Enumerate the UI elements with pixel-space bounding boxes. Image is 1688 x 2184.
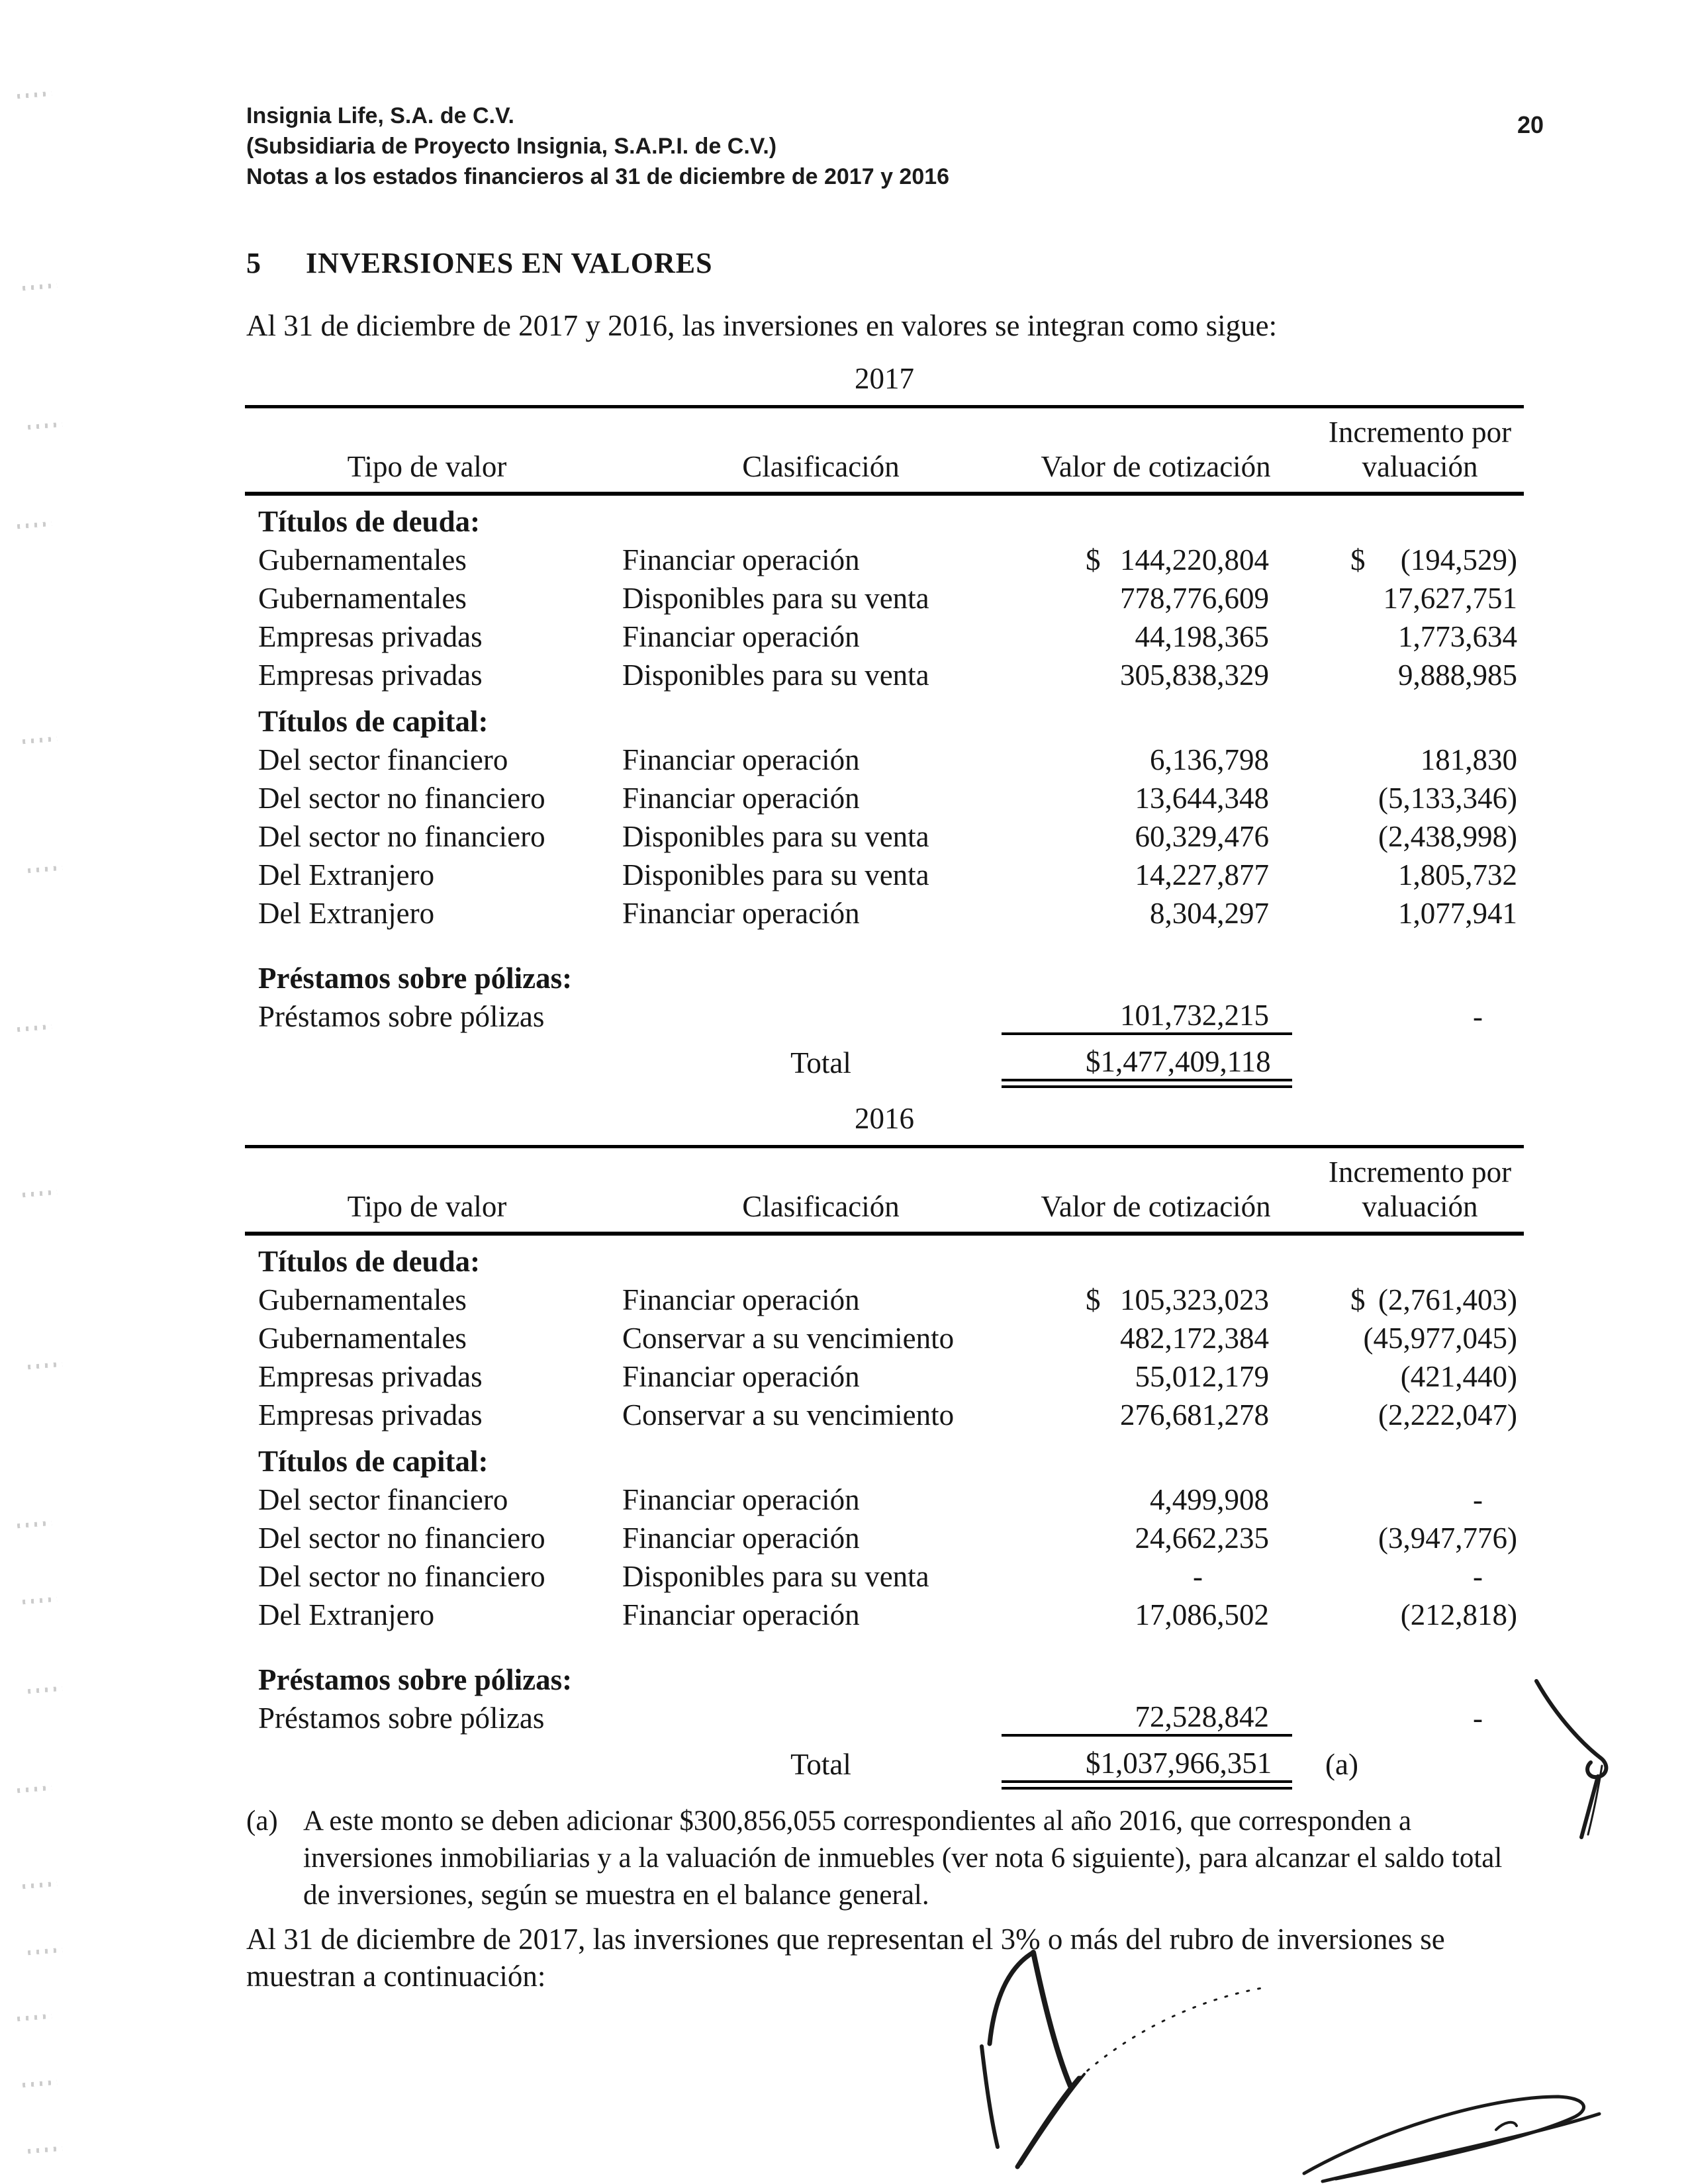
quoted-value: 6,136,798 bbox=[1150, 743, 1269, 776]
total-label: Total bbox=[790, 1046, 851, 1079]
scan-speckle bbox=[17, 1024, 52, 1032]
table-row bbox=[245, 1396, 1524, 1434]
column-header-valor-de-cotizacion: Valor de cotización bbox=[1041, 1190, 1271, 1223]
scan-speckle bbox=[28, 1362, 62, 1370]
scan-speckle bbox=[23, 2080, 57, 2088]
valuation-increase-cell bbox=[1279, 619, 1524, 654]
ink-flourish-loop bbox=[1304, 2097, 1584, 2179]
scan-speckle bbox=[28, 1686, 62, 1694]
quoted-value: 105,323,023 bbox=[1120, 1283, 1269, 1316]
quoted-value: 24,662,235 bbox=[1135, 1522, 1269, 1555]
section-title-text: INVERSIONES EN VALORES bbox=[306, 247, 713, 279]
ink-signature-tail bbox=[982, 2046, 998, 2147]
security-type-cell: Préstamos sobre pólizas bbox=[258, 1000, 545, 1033]
quoted-value: 55,012,179 bbox=[1135, 1360, 1269, 1393]
year-label: 2017 bbox=[855, 362, 914, 395]
scan-speckle bbox=[23, 1190, 57, 1198]
security-type-cell: Gubernamentales bbox=[258, 582, 467, 615]
quoted-value-cell bbox=[1033, 896, 1279, 931]
scan-speckle bbox=[28, 2146, 62, 2154]
valuation-increase-cell bbox=[1279, 896, 1524, 931]
valuation-increase-cell bbox=[1279, 781, 1524, 815]
valuation-increase: - bbox=[1473, 1702, 1483, 1735]
table-row bbox=[245, 1357, 1524, 1396]
currency-symbol: $ bbox=[1086, 1283, 1101, 1316]
valuation-increase-cell bbox=[1279, 1359, 1524, 1394]
table-row bbox=[245, 1557, 1524, 1596]
table-row bbox=[245, 502, 1524, 541]
valuation-increase: - bbox=[1473, 1560, 1483, 1593]
classification-cell: Financiar operación bbox=[622, 1283, 860, 1316]
valuation-increase: (421,440) bbox=[1400, 1360, 1517, 1393]
quoted-value-cell bbox=[1033, 858, 1279, 892]
valuation-increase: (194,529) bbox=[1400, 543, 1517, 576]
table-header-row bbox=[245, 408, 1524, 492]
quoted-value: 13,644,348 bbox=[1135, 782, 1269, 815]
valuation-increase: 1,077,941 bbox=[1398, 897, 1517, 930]
subsidiary-name: (Subsidiaria de Proyecto Insignia, S.A.P.I. de C.V.) bbox=[246, 134, 777, 159]
quoted-value-cell bbox=[1033, 658, 1279, 692]
scan-speckle bbox=[17, 1786, 52, 1794]
valuation-increase-cell bbox=[1279, 1283, 1524, 1317]
scan-speckle bbox=[28, 1948, 62, 1956]
column-header-incremento-por-valuacion: Incremento por valuación bbox=[1328, 1156, 1512, 1223]
ink-check-tail bbox=[1581, 1776, 1598, 1837]
table-row bbox=[245, 1442, 1524, 1480]
ink-flourish-tail bbox=[1323, 2114, 1599, 2181]
security-type-cell: Empresas privadas bbox=[258, 1360, 483, 1393]
quoted-value: 72,528,842 bbox=[1135, 1700, 1269, 1733]
valuation-increase: (212,818) bbox=[1400, 1598, 1517, 1631]
quoted-value-cell bbox=[1033, 1521, 1279, 1555]
valuation-increase-cell bbox=[1279, 999, 1524, 1034]
table-row bbox=[245, 656, 1524, 694]
quoted-value-cell bbox=[1033, 781, 1279, 815]
classification-cell: Financiar operación bbox=[622, 897, 860, 930]
document-header bbox=[246, 101, 949, 192]
valuation-increase-cell bbox=[1279, 1398, 1524, 1432]
scan-speckle bbox=[17, 2014, 52, 2022]
quoted-value: 17,086,502 bbox=[1135, 1598, 1269, 1631]
security-type-cell: Empresas privadas bbox=[258, 620, 483, 653]
column-header-clasificacion: Clasificación bbox=[742, 450, 900, 483]
valuation-increase-cell bbox=[1279, 1321, 1524, 1355]
valuation-increase: 1,805,732 bbox=[1398, 858, 1517, 891]
valuation-increase: (2,761,403) bbox=[1378, 1283, 1517, 1316]
security-type-cell: Del sector no financiero bbox=[258, 1560, 545, 1593]
section-heading bbox=[246, 246, 713, 280]
valuation-increase: 17,627,751 bbox=[1383, 582, 1517, 615]
classification-cell: Conservar a su vencimiento bbox=[622, 1398, 955, 1432]
quoted-value: 276,681,278 bbox=[1120, 1398, 1269, 1432]
valuation-increase-cell bbox=[1279, 1701, 1524, 1735]
quoted-value-cell bbox=[1033, 743, 1279, 777]
table-row bbox=[245, 702, 1524, 741]
valuation-increase: - bbox=[1473, 1000, 1483, 1033]
quoted-value: - bbox=[1193, 1560, 1203, 1593]
security-type-cell: Empresas privadas bbox=[258, 659, 483, 692]
column-header-clasificacion: Clasificación bbox=[742, 1190, 900, 1223]
section-row-label: Títulos de deuda: bbox=[258, 505, 481, 538]
valuation-increase-cell bbox=[1279, 1598, 1524, 1632]
security-type-cell: Del sector financiero bbox=[258, 1483, 508, 1516]
classification-cell: Financiar operación bbox=[622, 743, 860, 776]
quoted-value-cell bbox=[1033, 1398, 1279, 1432]
section-row-label: Préstamos sobre pólizas: bbox=[258, 962, 573, 995]
notes-title: Notas a los estados financieros al 31 de diciembre de 2017 y 2016 bbox=[246, 164, 950, 189]
classification-cell: Financiar operación bbox=[622, 782, 860, 815]
valuation-increase: 1,773,634 bbox=[1398, 620, 1517, 653]
currency-symbol: $ bbox=[1086, 543, 1101, 576]
table-row bbox=[245, 617, 1524, 656]
quoted-value: 482,172,384 bbox=[1120, 1322, 1269, 1355]
table-row bbox=[245, 1745, 1524, 1784]
table-row bbox=[245, 579, 1524, 617]
table-row bbox=[245, 1319, 1524, 1357]
column-header-tipo-de-valor: Tipo de valor bbox=[347, 1190, 507, 1223]
ink-flourish-curl bbox=[1496, 2122, 1517, 2130]
quoted-value-cell bbox=[1033, 581, 1279, 615]
section-number: 5 bbox=[246, 247, 261, 279]
valuation-increase: (2,222,047) bbox=[1378, 1398, 1517, 1432]
quoted-value: 101,732,215 bbox=[1120, 999, 1269, 1032]
scan-speckle bbox=[28, 866, 62, 874]
table-row bbox=[245, 1281, 1524, 1319]
closing-paragraph: Al 31 de diciembre de 2017, las inversiones que representan el 3% o más del rubro de inversiones se muestran a continuación: bbox=[246, 1923, 1445, 1993]
page-number: 20 bbox=[1517, 111, 1544, 138]
quoted-value-cell bbox=[1033, 1482, 1279, 1517]
scan-speckle bbox=[23, 283, 57, 291]
security-type-cell: Del sector no financiero bbox=[258, 820, 545, 853]
scan-speckle bbox=[17, 522, 52, 529]
scan-speckle bbox=[17, 91, 52, 99]
security-type-cell: Del sector financiero bbox=[258, 743, 508, 776]
security-type-cell: Del Extranjero bbox=[258, 897, 435, 930]
table-row bbox=[245, 1242, 1524, 1281]
table-row bbox=[245, 1480, 1524, 1519]
classification-cell: Financiar operación bbox=[622, 543, 860, 576]
valuation-increase-cell bbox=[1279, 1559, 1524, 1594]
table-row bbox=[245, 779, 1524, 817]
total-amount-cell bbox=[1002, 1746, 1292, 1783]
valuation-increase: - bbox=[1473, 1483, 1483, 1516]
security-type-cell: Del sector no financiero bbox=[258, 782, 545, 815]
year-label: 2016 bbox=[855, 1102, 914, 1135]
total-amount-cell bbox=[1002, 1044, 1292, 1081]
column-header-incremento-por-valuacion: Incremento por valuación bbox=[1328, 416, 1512, 483]
intro-paragraph: Al 31 de diciembre de 2017 y 2016, las inversiones en valores se integran como sigue: bbox=[246, 309, 1278, 342]
ink-check-tail-2 bbox=[1588, 1766, 1602, 1835]
table-row bbox=[245, 856, 1524, 894]
ink-signature-diagonal bbox=[1079, 1988, 1262, 2078]
valuation-increase: (5,133,346) bbox=[1378, 782, 1517, 815]
footnote-ref: (a) bbox=[1325, 1748, 1358, 1781]
column-header-tipo-de-valor: Tipo de valor bbox=[347, 450, 507, 483]
company-name: Insignia Life, S.A. de C.V. bbox=[246, 103, 514, 128]
quoted-value-cell bbox=[1033, 819, 1279, 854]
scan-speckle bbox=[17, 1521, 52, 1529]
quoted-value-cell bbox=[1033, 543, 1279, 577]
total-amount: 1,477,409,118 bbox=[1100, 1045, 1271, 1078]
footnote-text: A este monto se deben adicionar $300,856,055 correspondientes al año 2016, que corresponden a inversiones inmobiliarias y a la valuación de inmuebles (ver nota 6 siguiente), para alcanzar el saldo total de inversiones, según se muestra en el balance general. bbox=[303, 1805, 1503, 1911]
currency-symbol: $ bbox=[1086, 1747, 1101, 1780]
table-row bbox=[245, 1044, 1524, 1082]
table-row bbox=[245, 959, 1524, 997]
valuation-increase-cell bbox=[1279, 581, 1524, 615]
quoted-value: 4,499,908 bbox=[1150, 1483, 1269, 1516]
ink-signature-sweep bbox=[1017, 2078, 1079, 2167]
section-row-label: Títulos de deuda: bbox=[258, 1245, 481, 1278]
valuation-increase: (3,947,776) bbox=[1378, 1522, 1517, 1555]
quoted-value-cell bbox=[1002, 998, 1292, 1035]
section-row-label: Títulos de capital: bbox=[258, 705, 489, 738]
scan-speckle bbox=[28, 422, 62, 430]
classification-cell: Financiar operación bbox=[622, 1598, 860, 1631]
table-row bbox=[245, 817, 1524, 856]
quoted-value-cell bbox=[1033, 1283, 1279, 1317]
ink-signature-sweep-2 bbox=[1021, 2074, 1084, 2164]
quoted-value-cell bbox=[1002, 1700, 1292, 1737]
security-type-cell: Gubernamentales bbox=[258, 543, 467, 576]
classification-cell: Disponibles para su venta bbox=[622, 582, 929, 615]
table-row bbox=[245, 1699, 1524, 1737]
quoted-value: 60,329,476 bbox=[1135, 820, 1269, 853]
valuation-increase-cell bbox=[1279, 1521, 1524, 1555]
quoted-value: 778,776,609 bbox=[1120, 582, 1269, 615]
valuation-increase-cell bbox=[1279, 543, 1524, 577]
security-type-cell: Gubernamentales bbox=[258, 1322, 467, 1355]
quoted-value-cell bbox=[1033, 1598, 1279, 1632]
investments-table-2017 bbox=[245, 361, 1524, 1082]
classification-cell: Financiar operación bbox=[622, 1360, 860, 1393]
table-row bbox=[245, 1661, 1524, 1699]
ink-check-stroke bbox=[1536, 1681, 1606, 1777]
classification-cell: Disponibles para su venta bbox=[622, 659, 929, 692]
footnote-ref-cell bbox=[1279, 1747, 1524, 1782]
scan-speckle bbox=[23, 1882, 57, 1889]
valuation-increase-cell bbox=[1279, 858, 1524, 892]
classification-cell: Disponibles para su venta bbox=[622, 820, 929, 853]
table-body-0 bbox=[245, 496, 1524, 1082]
classification-cell: Conservar a su vencimiento bbox=[622, 1322, 955, 1355]
quoted-value: 44,198,365 bbox=[1135, 620, 1269, 653]
scan-speckle bbox=[23, 1597, 57, 1605]
valuation-increase-cell bbox=[1279, 658, 1524, 692]
quoted-value: 8,304,297 bbox=[1150, 897, 1269, 930]
quoted-value-cell bbox=[1033, 619, 1279, 654]
security-type-cell: Gubernamentales bbox=[258, 1283, 467, 1316]
currency-symbol: $ bbox=[1086, 1045, 1101, 1078]
scan-speckle bbox=[23, 737, 57, 745]
quoted-value: 305,838,329 bbox=[1120, 659, 1269, 692]
table-row bbox=[245, 997, 1524, 1036]
section-row-label: Préstamos sobre pólizas: bbox=[258, 1663, 573, 1696]
valuation-increase: (2,438,998) bbox=[1378, 820, 1517, 853]
valuation-increase-cell bbox=[1279, 819, 1524, 854]
classification-cell: Disponibles para su venta bbox=[622, 1560, 929, 1593]
security-type-cell: Del Extranjero bbox=[258, 1598, 435, 1631]
valuation-increase: 9,888,985 bbox=[1398, 659, 1517, 692]
table-row bbox=[245, 1596, 1524, 1634]
investments-table-2016 bbox=[245, 1101, 1524, 1784]
table-row bbox=[245, 1519, 1524, 1557]
classification-cell: Disponibles para su venta bbox=[622, 858, 929, 891]
table-body-1 bbox=[245, 1236, 1524, 1784]
valuation-increase: 181,830 bbox=[1420, 743, 1517, 776]
table-row bbox=[245, 541, 1524, 579]
currency-symbol: $ bbox=[1350, 543, 1366, 576]
currency-symbol: $ bbox=[1350, 1283, 1366, 1316]
valuation-increase-cell bbox=[1279, 743, 1524, 777]
classification-cell: Financiar operación bbox=[622, 620, 860, 653]
column-header-valor-de-cotizacion: Valor de cotización bbox=[1041, 450, 1271, 483]
quoted-value-cell bbox=[1033, 1359, 1279, 1394]
classification-cell: Financiar operación bbox=[622, 1522, 860, 1555]
quoted-value-cell bbox=[1033, 1559, 1279, 1594]
security-type-cell: Préstamos sobre pólizas bbox=[258, 1702, 545, 1735]
quoted-value: 14,227,877 bbox=[1135, 858, 1269, 891]
quoted-value: 144,220,804 bbox=[1120, 543, 1269, 576]
total-amount: 1,037,966,351 bbox=[1100, 1747, 1272, 1780]
valuation-increase: (45,977,045) bbox=[1363, 1322, 1517, 1355]
table-row bbox=[245, 894, 1524, 933]
footnote-marker: (a) bbox=[246, 1805, 278, 1837]
valuation-increase-cell bbox=[1279, 1482, 1524, 1517]
table-header-row bbox=[245, 1148, 1524, 1232]
total-label: Total bbox=[790, 1748, 851, 1781]
footnote-a bbox=[246, 1803, 1527, 1914]
security-type-cell: Del sector no financiero bbox=[258, 1522, 545, 1555]
quoted-value-cell bbox=[1033, 1321, 1279, 1355]
security-type-cell: Empresas privadas bbox=[258, 1398, 483, 1432]
section-row-label: Títulos de capital: bbox=[258, 1445, 489, 1478]
classification-cell: Financiar operación bbox=[622, 1483, 860, 1516]
table-row bbox=[245, 741, 1524, 779]
security-type-cell: Del Extranjero bbox=[258, 858, 435, 891]
